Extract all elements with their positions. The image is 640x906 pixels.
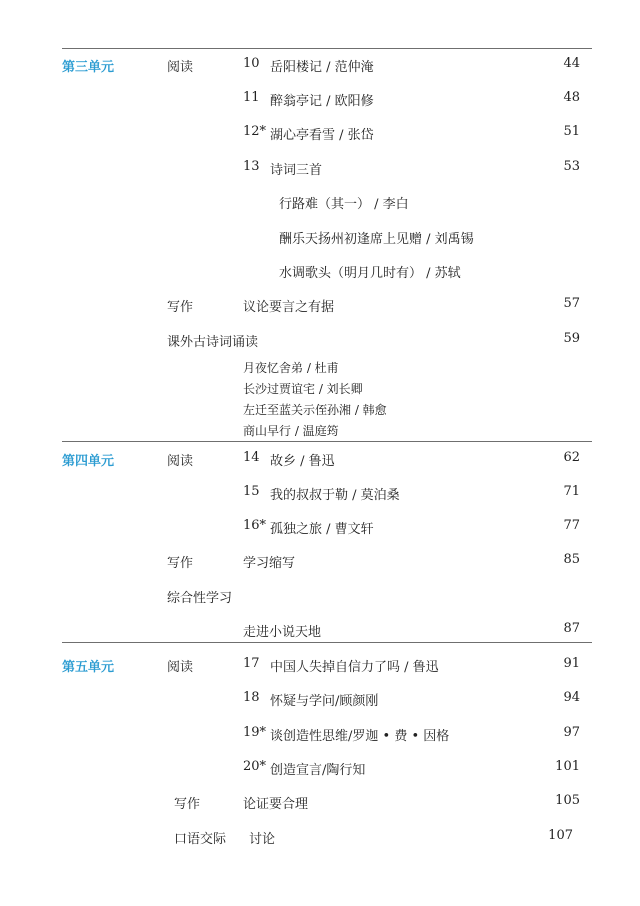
- extra-poem: 商山早行 / 温庭筠: [243, 424, 339, 438]
- category-label-reading: 阅读: [167, 60, 194, 75]
- poem-subtitle: 水调歌头（明月几时有） / 苏轼: [279, 266, 461, 281]
- unit-heading: 第五单元: [62, 660, 115, 675]
- category-label-extra-reading: 课外古诗词诵读: [167, 335, 259, 350]
- poem-subtitle: 酬乐天扬州初逢席上见赠 / 刘禹锡: [279, 232, 474, 247]
- page-number: 101: [555, 759, 580, 774]
- page-number: 105: [555, 793, 580, 808]
- page-number: 94: [563, 690, 580, 705]
- section-divider: [62, 48, 592, 49]
- page-number: 48: [563, 90, 580, 105]
- page-number: 53: [563, 159, 580, 174]
- lesson-number: 16*: [243, 518, 267, 533]
- page-number: 71: [563, 484, 580, 499]
- extra-poem: 月夜忆舍弟 / 杜甫: [243, 361, 339, 375]
- writing-title[interactable]: 学习缩写: [243, 556, 296, 571]
- lesson-number: 20*: [243, 759, 267, 774]
- unit-heading: 第四单元: [62, 454, 115, 469]
- page-number: 91: [563, 656, 580, 671]
- category-label-writing: 写作: [167, 300, 194, 315]
- lesson-number: 10: [243, 56, 260, 71]
- page-number: 44: [563, 56, 580, 71]
- extra-poem: 左迁至蓝关示侄孙湘 / 韩愈: [243, 403, 387, 417]
- page-number: 77: [563, 518, 580, 533]
- extra-poem: 长沙过贾谊宅 / 刘长卿: [243, 382, 363, 396]
- category-label-writing: 写作: [167, 556, 194, 571]
- lesson-title[interactable]: 怀疑与学问/顾颜刚: [270, 694, 379, 709]
- category-label-comprehensive: 综合性学习: [167, 591, 233, 606]
- writing-title[interactable]: 论证要合理: [243, 797, 309, 812]
- lesson-number: 13: [243, 159, 260, 174]
- lesson-title[interactable]: 创造宣言/陶行知: [270, 763, 366, 778]
- category-label-reading: 阅读: [167, 660, 194, 675]
- unit-heading: 第三单元: [62, 60, 115, 75]
- category-label-oral: 口语交际: [174, 832, 227, 847]
- lesson-number: 15: [243, 484, 260, 499]
- lesson-title[interactable]: 诗词三首: [270, 163, 323, 178]
- lesson-title[interactable]: 岳阳楼记 / 范仲淹: [270, 60, 374, 75]
- writing-title[interactable]: 议论要言之有据: [243, 300, 335, 315]
- lesson-number: 18: [243, 690, 260, 705]
- poem-subtitle: 行路难（其一） / 李白: [279, 197, 409, 212]
- lesson-title[interactable]: 孤独之旅 / 曹文轩: [270, 522, 374, 537]
- lesson-number: 12*: [243, 124, 267, 139]
- page-number: 51: [563, 124, 580, 139]
- page-number: 85: [563, 552, 580, 567]
- section-divider: [62, 642, 592, 643]
- lesson-title[interactable]: 中国人失掉自信力了吗 / 鲁迅: [270, 660, 439, 675]
- lesson-number: 19*: [243, 725, 267, 740]
- comprehensive-title[interactable]: 走进小说天地: [243, 625, 322, 640]
- lesson-number: 11: [243, 90, 260, 105]
- page-number: 59: [563, 331, 580, 346]
- section-divider: [62, 441, 592, 442]
- lesson-number: 17: [243, 656, 260, 671]
- category-label-reading: 阅读: [167, 454, 194, 469]
- category-label-writing: 写作: [174, 797, 201, 812]
- page-number: 97: [563, 725, 580, 740]
- page-number: 57: [563, 296, 580, 311]
- lesson-title[interactable]: 谈创造性思维/罗迦 • 费 • 因格: [270, 729, 450, 744]
- lesson-title[interactable]: 醉翁亭记 / 欧阳修: [270, 94, 374, 109]
- oral-title[interactable]: 讨论: [249, 832, 276, 847]
- lesson-number: 14: [243, 450, 260, 465]
- lesson-title[interactable]: 故乡 / 鲁迅: [270, 454, 335, 469]
- page-number: 62: [563, 450, 580, 465]
- lesson-title[interactable]: 湖心亭看雪 / 张岱: [270, 128, 374, 143]
- page-number: 87: [563, 621, 580, 636]
- lesson-title[interactable]: 我的叔叔于勒 / 莫泊桑: [270, 488, 400, 503]
- page-number: 107: [548, 828, 573, 843]
